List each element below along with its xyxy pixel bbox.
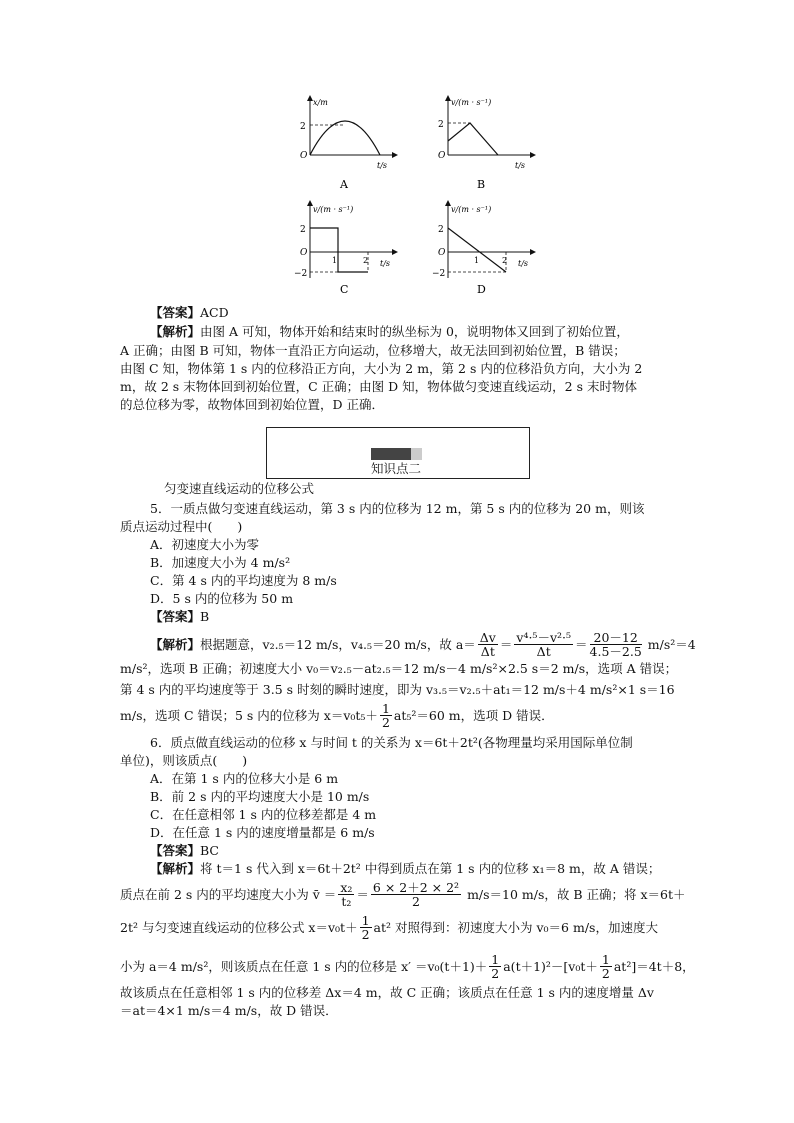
graph-b-ytick: 2	[438, 120, 444, 130]
graph-a-label: A	[340, 178, 348, 191]
q4-answer	[150, 305, 229, 320]
q5-eq-2: ＝	[575, 636, 588, 652]
q6-fraction-5	[600, 953, 612, 980]
q5-fraction-4-num: 1	[381, 700, 390, 716]
q6-analysis-text-2b: m/s＝10 m/s，故 B 正确；将 x＝6t＋	[467, 886, 686, 902]
graph-c-xtick-2: 2	[363, 256, 369, 265]
q5-option-b: B．加速度大小为 4 m/s²	[150, 555, 291, 570]
graph-d-ytick-neg: −2	[432, 269, 446, 279]
q6-fraction-1-den: t₂	[341, 893, 352, 909]
q5-fraction-3-den: 4.5－2.5	[589, 643, 642, 659]
q4-analysis-tag: 【解析】	[150, 324, 201, 339]
graph-b-xlabel: t/s	[515, 161, 526, 170]
section-banner-icon	[371, 448, 413, 460]
graph-c-x-arrow-icon	[392, 249, 398, 255]
section-topic: 匀变速直线运动的位移公式	[164, 481, 315, 496]
q5-fraction-4	[380, 702, 392, 729]
q5-answer-value: B	[200, 609, 210, 624]
q6-analysis-tag: 【解析】	[150, 861, 201, 876]
q6-answer-value: BC	[200, 843, 219, 858]
q5-fraction-1-den: Δt	[480, 643, 495, 659]
q6-option-c: C．在任意相邻 1 s 内的位移差都是 4 m	[150, 807, 377, 822]
graph-d	[408, 200, 538, 300]
graph-d-ylabel: v/(m · s⁻¹)	[451, 205, 492, 214]
section-box	[266, 427, 530, 479]
q4-analysis-line-3: 由图 C 知，物体第 1 s 内的位移沿正方向，大小为 2 m，第 2 s 内的位移沿负方向，大小为 2	[120, 361, 643, 376]
graph-c-xlabel: t/s	[380, 259, 391, 268]
section-title: 知识点二	[371, 461, 422, 476]
graph-c-origin: O	[300, 248, 308, 258]
q5-option-d: D．5 s 内的位移为 50 m	[150, 591, 294, 606]
q6-analysis-text-4b: a(t＋1)²－[v₀t＋	[503, 958, 598, 974]
q6-fraction-3-den: 2	[361, 926, 370, 942]
q5-analysis-tag: 【解析】	[150, 636, 201, 652]
graph-d-line	[448, 228, 506, 272]
q5-analysis-line-2: m/s²，选项 B 正确；初速度大小 v₀＝v₂.₅－at₂.₅＝12 m/s－4 m/s²×2.5 s＝2 m/s，选项 A 错误；	[120, 661, 678, 676]
q6-analysis-text-2a: 质点在前 2 s 内的平均速度大小为 v̄ ＝	[120, 886, 337, 902]
graph-c-ylabel: v/(m · s⁻¹)	[313, 205, 354, 214]
q5-analysis-line-3: 第 4 s 内的平均速度等于 3.5 s 时刻的瞬时速度，即为 v₃.₅＝v₂.₅＋at₁＝12 m/s＋4 m/s²×1 s＝16	[120, 682, 675, 697]
q6-analysis-text-1: 将 t＝1 s 代入到 x＝6t＋2t² 中得到质点在第 1 s 内的位移 x₁＝8 m，故 A 错误；	[200, 861, 661, 876]
q5-fraction-2-num: v⁴·⁵－v²·⁵	[516, 629, 572, 645]
q6-option-a: A．在第 1 s 内的位移大小是 6 m	[150, 771, 339, 786]
q5-analysis-text-4b: at₅²＝60 m，选项 D 错误．	[393, 707, 554, 723]
graph-d-xtick-2: 2	[502, 256, 508, 265]
q4-analysis-line-5: 的总位移为零，故物体回到初始位置，D 正确．	[120, 397, 384, 412]
q6-analysis-line-2	[120, 878, 686, 910]
q5-stem-line-2: 质点运动过程中( )	[120, 519, 243, 534]
q5-fraction-3	[590, 631, 642, 658]
q6-analysis-text-4a: 小为 a＝4 m/s²，则该质点在任意 1 s 内的位移是 x′ ＝v₀(t＋1)＋	[120, 958, 488, 974]
graph-b-x-arrow-icon	[530, 152, 536, 158]
graph-d-origin: O	[438, 248, 446, 258]
q6-analysis-text-4c: at²]＝4t＋8，	[613, 958, 695, 974]
graph-d-ytick-pos: 2	[438, 225, 444, 235]
q6-analysis-line-6: ＝at＝4×1 m/s＝4 m/s，故 D 错误．	[120, 1003, 338, 1018]
q4-analysis-text-1: 由图 A 可知，物体开始和结束时的纵坐标为 0，说明物体又回到了初始位置，	[200, 324, 629, 339]
graph-b	[408, 95, 538, 195]
q6-analysis-line-1	[150, 861, 660, 876]
q5-fraction-1-num: Δv	[479, 629, 496, 645]
q5-answer	[150, 609, 209, 624]
graph-d-label: D	[477, 283, 486, 296]
q6-fraction-4	[489, 953, 501, 980]
q5-answer-tag: 【答案】	[150, 609, 201, 624]
q5-stem-line-1: 5．一质点做匀变速直线运动，第 3 s 内的位移为 12 m，第 5 s 内的位移为 20 m，则该	[150, 501, 645, 516]
q4-answer-value: ACD	[200, 305, 229, 320]
q5-analysis-text-1b: m/s²＝4	[647, 636, 696, 652]
graph-a-ylabel: x/m	[313, 98, 328, 107]
q5-option-c: C．第 4 s 内的平均速度为 8 m/s	[150, 573, 337, 588]
q6-analysis-line-4	[120, 950, 695, 982]
q6-fraction-2-den: 2	[412, 893, 420, 909]
q6-fraction-2-num: 6 × 2＋2 × 2²	[372, 879, 460, 895]
q5-fraction-1	[478, 631, 498, 658]
q6-answer-tag: 【答案】	[150, 843, 201, 858]
q5-analysis-text-4a: m/s，选项 C 错误；5 s 内的位移为 x＝v₀t₅＋	[120, 707, 378, 723]
q6-fraction-3-num: 1	[361, 912, 370, 928]
graph-c-ytick-neg: −2	[294, 269, 308, 279]
graph-c-label: C	[340, 283, 349, 296]
graph-a-origin: O	[300, 151, 308, 161]
section-banner-tail	[411, 448, 422, 460]
q6-stem-line-2: 单位)，则该质点( )	[120, 753, 248, 768]
q6-analysis-line-5: 故该质点在任意相邻 1 s 内的位移差 Δx＝4 m，故 C 正确；该质点在任意 1 s 内的速度增量 Δv	[120, 985, 654, 1000]
q6-option-d: D．在任意 1 s 内的速度增量都是 6 m/s	[150, 825, 375, 840]
graph-d-xtick-1: 1	[474, 256, 480, 265]
q4-analysis-line-4: m，故 2 s 末物体回到初始位置，C 正确；由图 D 知，物体做匀变速直线运动，2 s 末时物体	[120, 379, 637, 394]
q5-option-a: A．初速度大小为零	[150, 537, 260, 552]
q5-analysis-text-1: 根据题意，v₂.₅＝12 m/s，v₄.₅＝20 m/s，故 a＝	[200, 636, 476, 652]
q5-fraction-2-den: Δt	[536, 643, 551, 659]
q5-fraction-2	[514, 631, 573, 658]
q5-fraction-3-num: 20－12	[590, 631, 642, 645]
q4-analysis-line-2: A 正确；由图 B 可知，物体一直沿正方向运动，位移增大，故无法回到初始位置，B 错误；	[120, 343, 626, 358]
q6-fraction-2	[371, 881, 461, 908]
q4-answer-tag: 【答案】	[150, 305, 201, 320]
graph-b-line	[448, 123, 498, 155]
graph-a-ytick: 2	[300, 122, 306, 132]
graph-c-xtick-1: 1	[332, 256, 338, 265]
q6-fraction-4-den: 2	[491, 965, 500, 981]
q6-answer	[150, 843, 219, 858]
graph-d-x-arrow-icon	[530, 249, 536, 255]
q5-eq-1: ＝	[499, 636, 513, 652]
q6-analysis-line-3	[120, 912, 658, 942]
graph-b-origin: O	[438, 151, 446, 161]
q6-fraction-5-num: 1	[601, 951, 610, 967]
q6-stem-line-1: 6．质点做直线运动的位移 x 与时间 t 的关系为 x＝6t＋2t²(各物理量均采用国际单位制	[150, 735, 633, 750]
q6-fraction-1-num: x₂	[340, 879, 353, 895]
q5-fraction-4-den: 2	[381, 714, 390, 730]
q6-option-b: B．前 2 s 内的平均速度大小是 10 m/s	[150, 789, 370, 804]
graph-a-xlabel: t/s	[377, 161, 388, 170]
graph-d-xlabel: t/s	[518, 259, 529, 268]
graph-a-x-arrow-icon	[392, 152, 398, 158]
q6-fraction-4-num: 1	[491, 951, 500, 967]
graph-b-ylabel: v/(m · s⁻¹)	[451, 98, 492, 107]
q6-fraction-1	[338, 881, 354, 908]
q6-analysis-text-3b: at² 对照得到：初速度大小为 v₀＝6 m/s，加速度大	[373, 919, 658, 935]
q5-analysis-line-4	[120, 700, 554, 730]
graph-c	[280, 200, 400, 300]
q6-fraction-3	[360, 914, 372, 941]
q5-analysis-line-1	[150, 628, 696, 660]
q6-eq-1: ＝	[356, 886, 369, 902]
q6-fraction-5-den: 2	[601, 965, 610, 981]
graph-c-ytick-pos: 2	[300, 225, 306, 235]
graph-a-curve	[310, 121, 380, 155]
q6-analysis-text-3a: 2t² 与匀变速直线运动的位移公式 x＝v₀t＋	[120, 919, 358, 935]
graph-b-label: B	[477, 178, 486, 191]
graph-c-line	[310, 228, 368, 272]
q4-analysis-line-1	[150, 324, 629, 339]
graph-a	[280, 95, 400, 195]
